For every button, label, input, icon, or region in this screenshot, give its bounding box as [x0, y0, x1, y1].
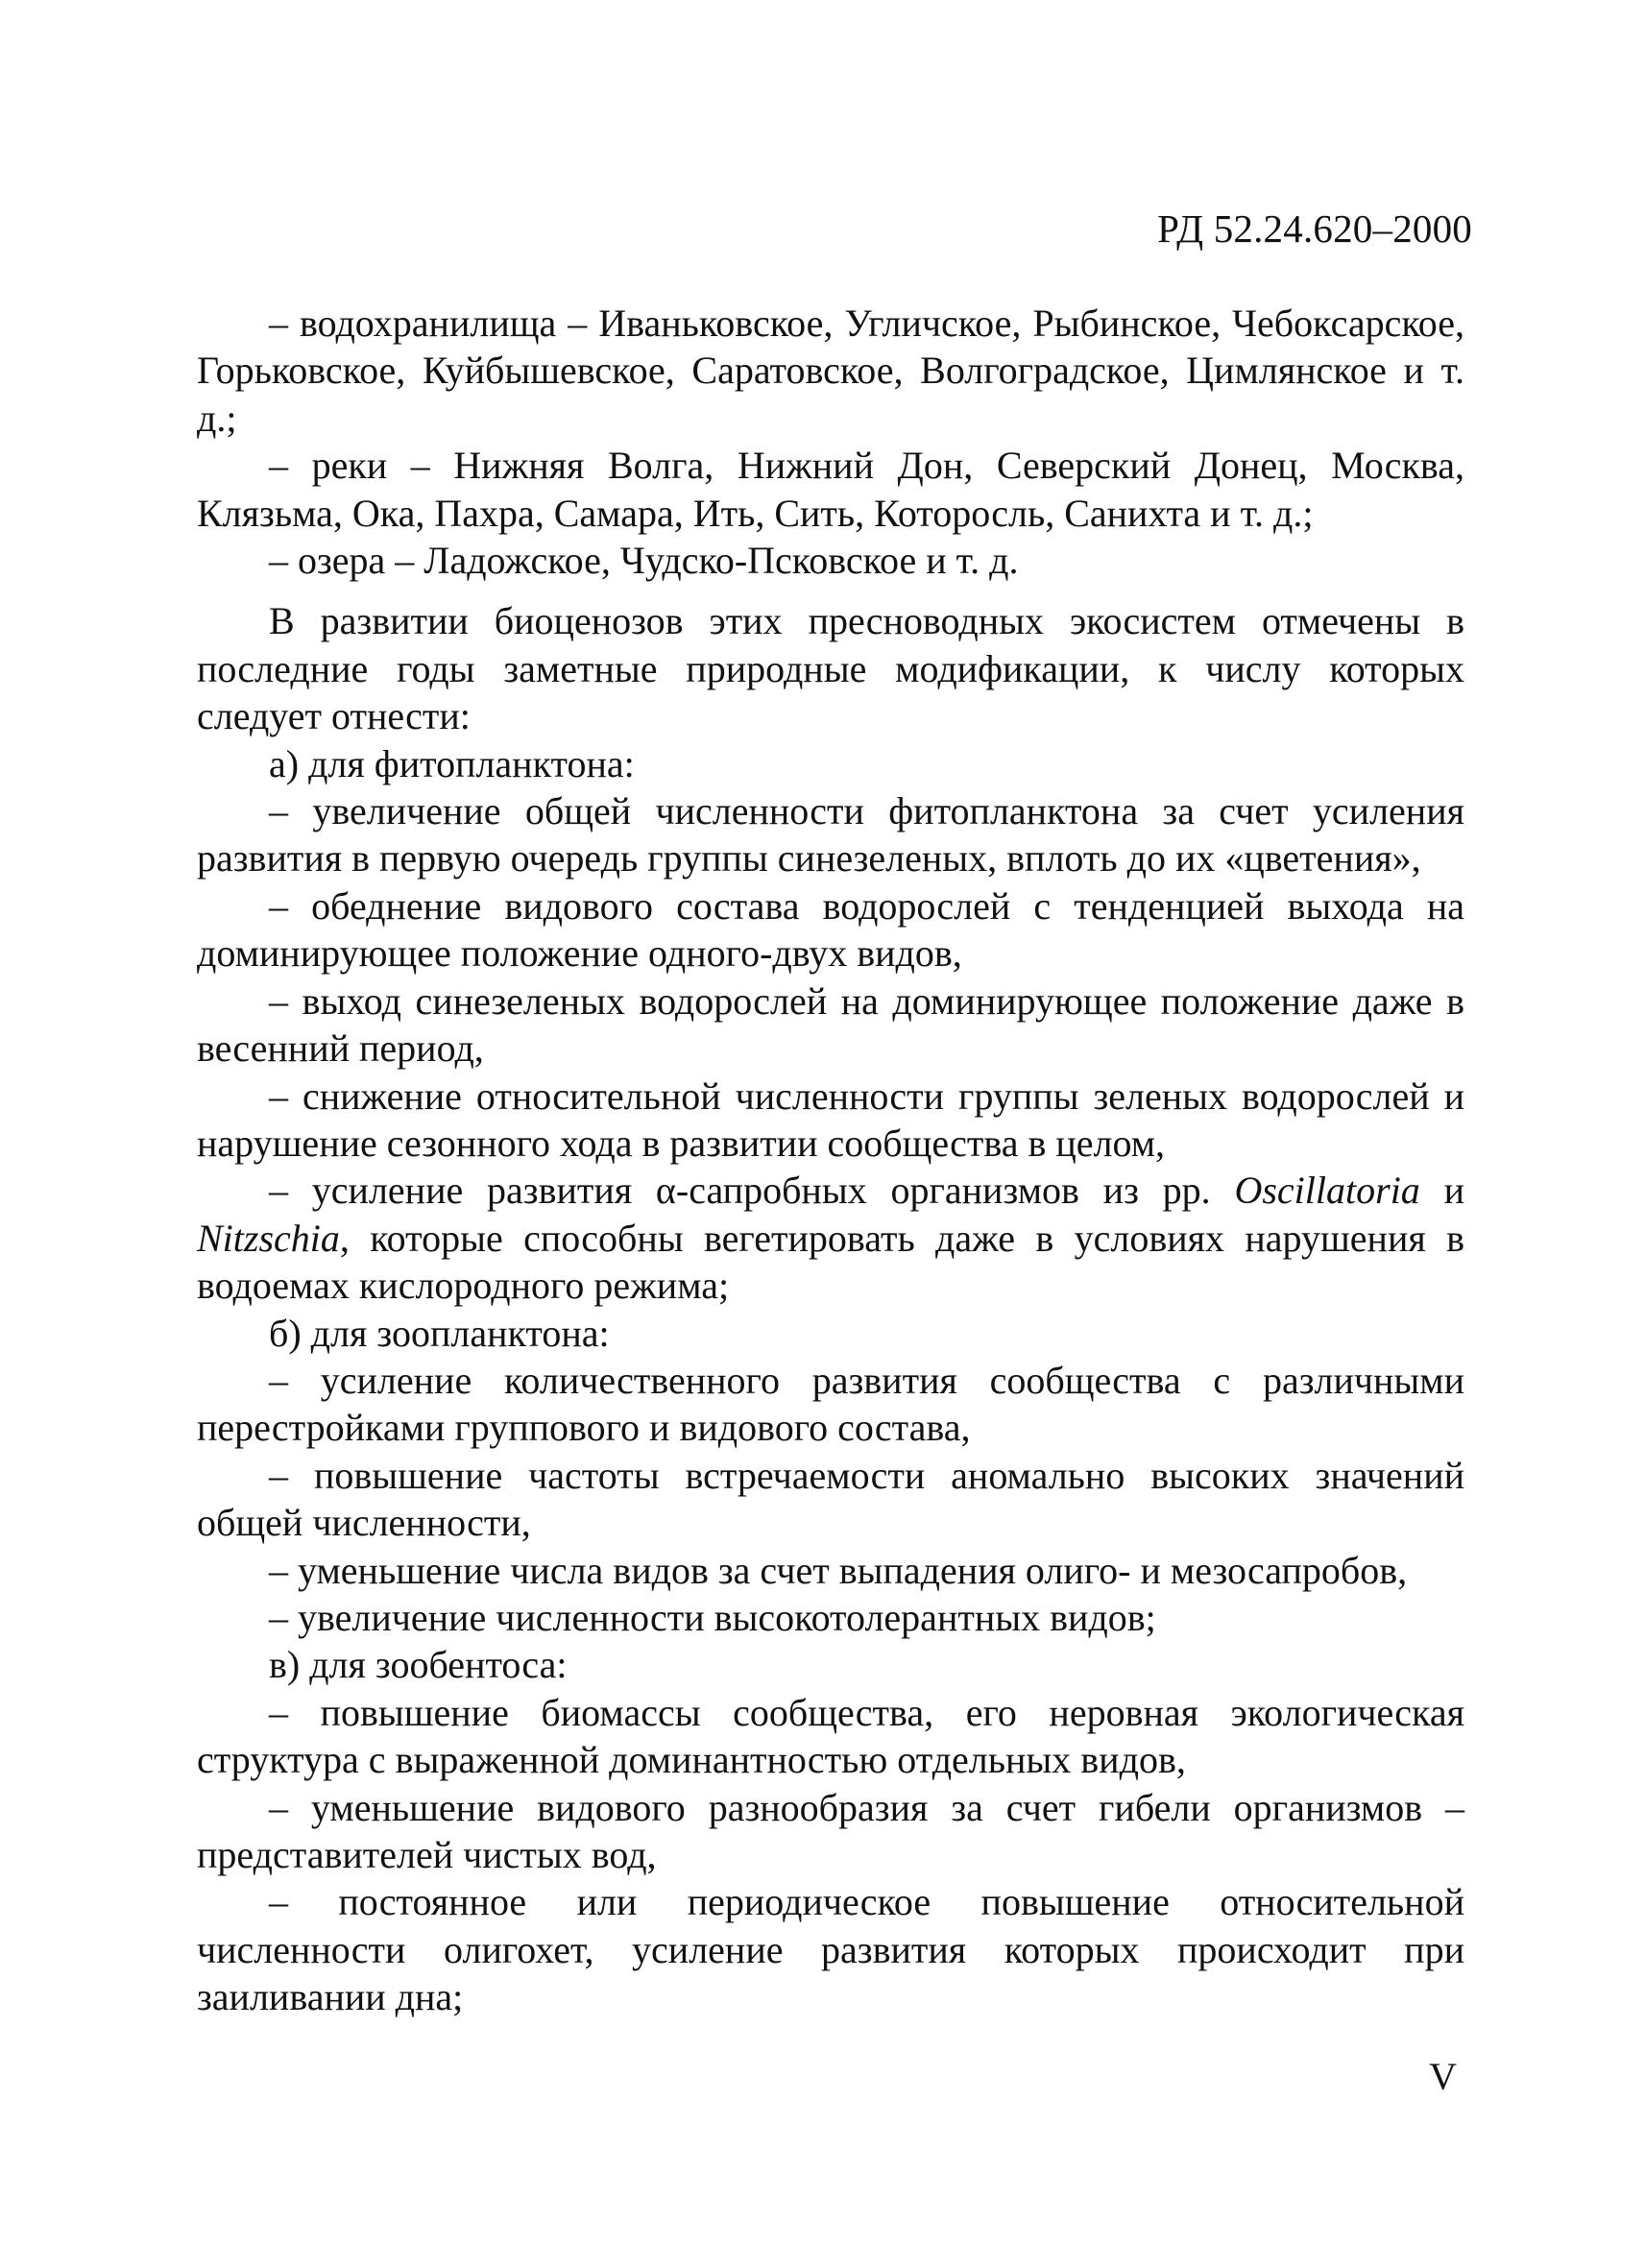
zoo-item-2: – повышение частоты встречаемости аномально высоких значений общей численности, [197, 1453, 1464, 1545]
phyto-item-5-text-a: – усиление развития α-сапробных организмов из рр. [269, 1169, 1235, 1213]
zoo-item-1: – усиление количественного развития сообщества с различными перестройками группового и видового состава, [197, 1358, 1464, 1450]
phyto-item-5 [197, 1167, 1464, 1309]
phyto-item-3: – выход синезеленых водорослей на доминирующее положение даже в весенний период, [197, 978, 1464, 1071]
phyto-item-1: – увеличение общей численности фитопланктона за счет усиления развития в первую очередь группы синезеленых, вплоть до их «цветения», [197, 789, 1464, 881]
zooplankton-heading: б) для зоопланктона: [269, 1311, 610, 1355]
phyto-item-5-text-b: и [1419, 1169, 1465, 1213]
zoo-item-4: – увеличение численности высокотолерантных видов; [269, 1595, 1156, 1639]
phytoplankton-heading: а) для фитопланктона: [269, 741, 635, 785]
list-item-rivers: – реки – Нижняя Волга, Нижний Дон, Северский Донец, Москва, Клязьма, Ока, Пахра, Самара, Ить, Сить, Которосль, Санихта и т. д.; [197, 444, 1464, 535]
document-code: РД 52.24.620–2000 [1157, 206, 1472, 251]
list-item-reservoirs: – водохранилища – Иваньковское, Угличское, Рыбинское, Чебоксарское, Горьковское, Куйбышевское, Саратовское, Волгоградское, Цимлянское и т. д.; [197, 302, 1464, 440]
benthos-item-2: – уменьшение видового разнообразия за счет гибели организмов – представителей чистых вод, [197, 1785, 1464, 1876]
benthos-item-1: – повышение биомассы сообщества, его неровная экологическая структура с выраженной доминантностью отдельных видов, [197, 1690, 1464, 1782]
body-text [197, 300, 1464, 2021]
zoobenthos-heading: в) для зообентоса: [269, 1643, 568, 1687]
paragraph-gap [197, 584, 1464, 597]
benthos-item-3: – постоянное или периодическое повышение относительной численности олигохет, усиление развития которых происходит при заиливании дна; [197, 1880, 1464, 2019]
intro-paragraph: В развитии биоценозов этих пресноводных экосистем отмечены в последние годы заметные природные модификации, к числу которых следует отнести: [197, 599, 1464, 738]
phyto-item-5-text-c: , которые способны вегетировать даже в условиях нарушения в водоемах кислородного режима; [197, 1216, 1464, 1308]
phyto-item-2: – обеднение видового состава водорослей с тенденцией выхода на доминирующее положение одного-двух видов, [197, 883, 1464, 976]
phyto-item-4: – снижение относительной численности группы зеленых водорослей и нарушение сезонного хода в развитии сообщества в целом, [197, 1074, 1464, 1165]
page-number: V [1429, 2055, 1457, 2098]
genus-nitzschia: Nitzschia [197, 1216, 340, 1260]
genus-oscillatoria: Oscillatoria [1234, 1169, 1420, 1213]
zoo-item-3: – уменьшение числа видов за счет выпадения олиго- и мезосапробов, [269, 1548, 1408, 1592]
list-item-lakes: – озера – Ладожское, Чудско-Псковское и т. д. [269, 539, 1019, 583]
